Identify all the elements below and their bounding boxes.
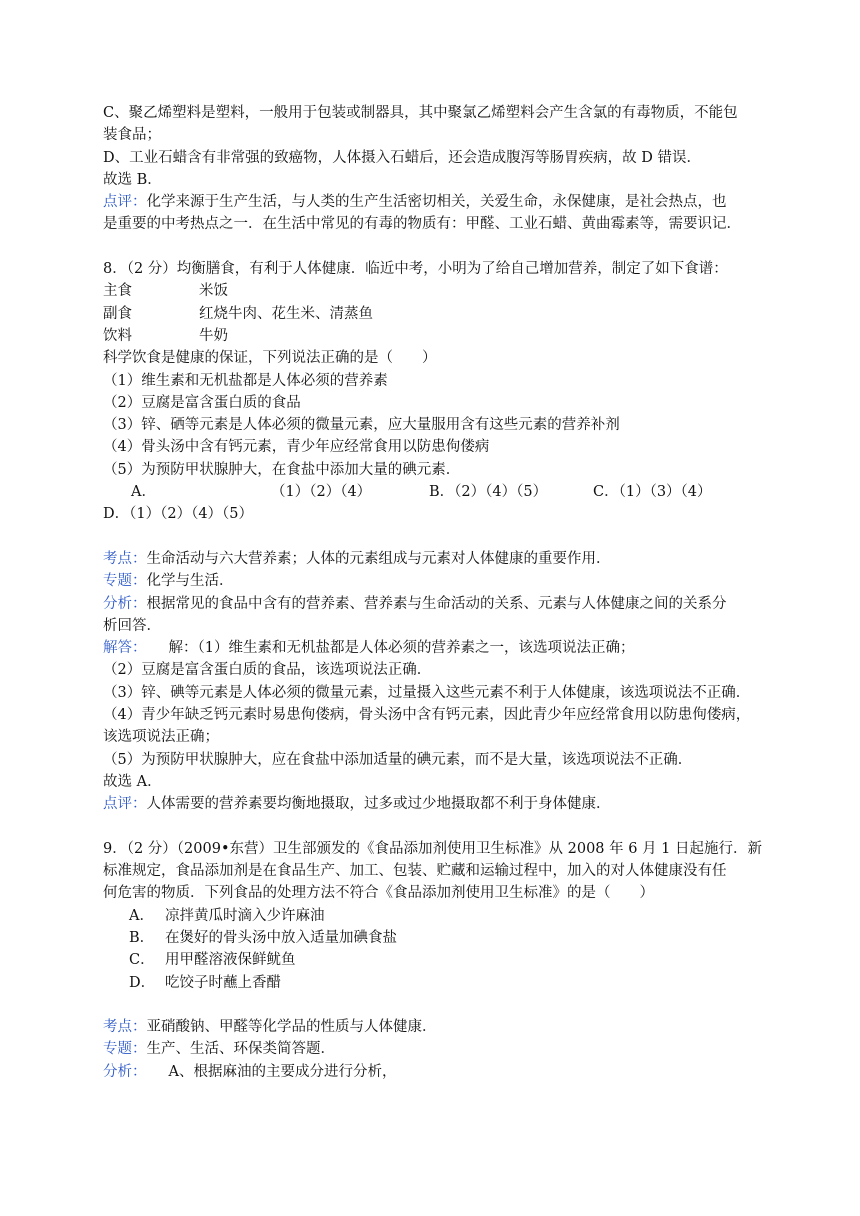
option-text: 凉拌黄瓜时滴入少许麻油	[165, 907, 325, 924]
q8-kaodian	[103, 548, 763, 570]
document-page	[103, 102, 763, 1083]
q8-jieda-line: （3）锌、碘等元素是人体必须的微量元素，过量摄入这些元素不利于人体健康，该选项说法不正确．	[103, 684, 751, 701]
q8-fenxi	[103, 593, 763, 615]
option-key: C．	[129, 952, 155, 969]
q8-jieda-line: （5）为预防甲状腺肿大，应在食盐中添加适量的碘元素，而不是大量，该选项说法不正确．	[103, 751, 693, 768]
menu-value: 红烧牛肉、花生米、清蒸鱼	[199, 305, 373, 322]
fenxi-label: 分析：	[103, 1063, 147, 1080]
zhuanti-text: 化学与生活．	[146, 573, 234, 590]
zhuanti-text: 生产、生活、环保类简答题．	[146, 1041, 335, 1058]
q9-zhuanti	[103, 1038, 763, 1060]
menu-row	[103, 280, 763, 302]
kaodian-label: 考点：	[103, 1019, 147, 1036]
option-key: D．	[129, 974, 156, 991]
option-c-explanation-cont: 装食品；	[103, 127, 161, 144]
q8-stem: 8．（2 分）均衡膳食，有利于人体健康．临近中考，小明为了给自己增加营养，制定了如下食谱：	[103, 261, 728, 278]
q8-option-b: B．（2）（4）（5）	[429, 484, 548, 501]
q8-fenxi-cont: 析回答．	[103, 617, 161, 634]
q9-option-d	[103, 972, 763, 994]
q9-kaodian	[103, 1016, 763, 1038]
q8-jieda	[103, 637, 763, 659]
comment-text: 化学来源于生产生活，与人类的生产生活密切相关，关爱生命，永保健康，是社会热点，也	[146, 194, 727, 211]
q8-option-a-key: A．	[131, 484, 156, 501]
q8-item: （3）锌、硒等元素是人体必须的微量元素，应大量服用含有这些元素的营养补剂	[103, 417, 620, 434]
kaodian-label: 考点：	[103, 550, 147, 567]
q9-stem: 9．（2 分）（2009•东营）卫生部颁发的《食品添加剂使用卫生标准》从 2008 年 6 月 1 日起施行．新	[103, 840, 763, 857]
menu-value: 牛奶	[199, 327, 228, 344]
option-c-explanation: C、聚乙烯塑料是塑料，一般用于包装或制器具，其中聚氯乙烯塑料会产生含氯的有毒物质，不能包	[103, 105, 738, 121]
menu-key: 饮料	[103, 327, 132, 344]
menu-value: 米饭	[199, 283, 228, 300]
q9-fenxi	[103, 1061, 763, 1083]
comment-label: 点评：	[103, 194, 147, 211]
jieda-text: 解：（1）维生素和无机盐都是人体必须的营养素之一，该选项说法正确；	[168, 640, 635, 657]
q8-zhuanti	[103, 570, 763, 592]
dianping-label: 点评：	[103, 796, 147, 813]
q9-option-a	[103, 905, 763, 927]
q8-jieda-line: 该选项说法正确；	[103, 729, 219, 746]
answer-line: 故选 B．	[103, 171, 162, 188]
q9-stem-cont: 标准规定，食品添加剂是在食品生产、加工、包装、贮藏和运输过程中，加入的对人体健康没有任	[103, 863, 727, 880]
dianping-text: 人体需要的营养素要均衡地摄取，过多或过少地摄取都不利于身体健康．	[146, 796, 611, 813]
q8-question: 科学饮食是健康的保证，下列说法正确的是（ ）	[103, 350, 437, 367]
q9-option-b	[103, 927, 763, 949]
option-text: 在煲好的骨头汤中放入适量加碘食盐	[165, 929, 397, 946]
q8-jieda-line: （2）豆腐是富含蛋白质的食品，该选项说法正确．	[103, 662, 432, 679]
q8-answer: 故选 A．	[103, 773, 162, 790]
option-d-explanation: D、工业石蜡含有非常强的致癌物，人体摄入石蜡后，还会造成腹泻等肠胃疾病，故 D 错误．	[103, 149, 701, 166]
q9-stem-cont: 何危害的物质．下列食品的处理方法不符合《食品添加剂使用卫生标准》的是（ ）	[103, 885, 654, 902]
fenxi-text: 根据常见的食品中含有的营养素、营养素与生命活动的关系、元素与人体健康之间的关系分	[146, 595, 727, 612]
option-key: A．	[129, 907, 154, 924]
option-key: B．	[129, 929, 155, 946]
menu-key: 副食	[103, 305, 132, 322]
q8-dianping	[103, 793, 763, 815]
jieda-label: 解答：	[103, 640, 147, 657]
menu-row	[103, 325, 763, 347]
q8-item: （4）骨头汤中含有钙元素，青少年应经常食用以防患佝偻病	[103, 439, 490, 456]
q8-jieda-line: （4）青少年缺乏钙元素时易患佝偻病，骨头汤中含有钙元素，因此青少年应经常食用以防患佝偻病，	[103, 707, 751, 724]
option-text: 吃饺子时蘸上香醋	[165, 974, 281, 991]
kaodian-text: 生命活动与六大营养素；人体的元素组成与元素对人体健康的重要作用．	[146, 550, 611, 567]
q9-option-c	[103, 949, 763, 971]
zhuanti-label: 专题：	[103, 573, 147, 590]
q8-item: （2）豆腐是富含蛋白质的食品	[103, 394, 301, 411]
comment-line	[103, 191, 763, 213]
fenxi-text: A、根据麻油的主要成分进行分析，	[168, 1063, 397, 1080]
fenxi-label: 分析：	[103, 595, 147, 612]
q8-option-c: C．（1）（3）（4）	[593, 484, 712, 501]
option-text: 用甲醛溶液保鲜鱿鱼	[165, 952, 296, 969]
q8-item: （5）为预防甲状腺肿大，在食盐中添加大量的碘元素．	[103, 461, 461, 478]
q8-item: （1）维生素和无机盐都是人体必须的营养素	[103, 372, 388, 389]
kaodian-text: 亚硝酸钠、甲醛等化学品的性质与人体健康．	[146, 1019, 437, 1036]
q8-option-a-value: （1）（2）（4）	[271, 484, 372, 501]
zhuanti-label: 专题：	[103, 1041, 147, 1058]
q8-option-d: D．（1）（2）（4）（5）	[103, 506, 254, 523]
q8-options-row	[103, 481, 763, 503]
menu-row	[103, 303, 763, 325]
menu-key: 主食	[103, 283, 132, 300]
comment-line-cont: 是重要的中考热点之一．在生活中常见的有毒的物质有：甲醛、工业石蜡、黄曲霉素等，需要识记．	[103, 216, 741, 233]
